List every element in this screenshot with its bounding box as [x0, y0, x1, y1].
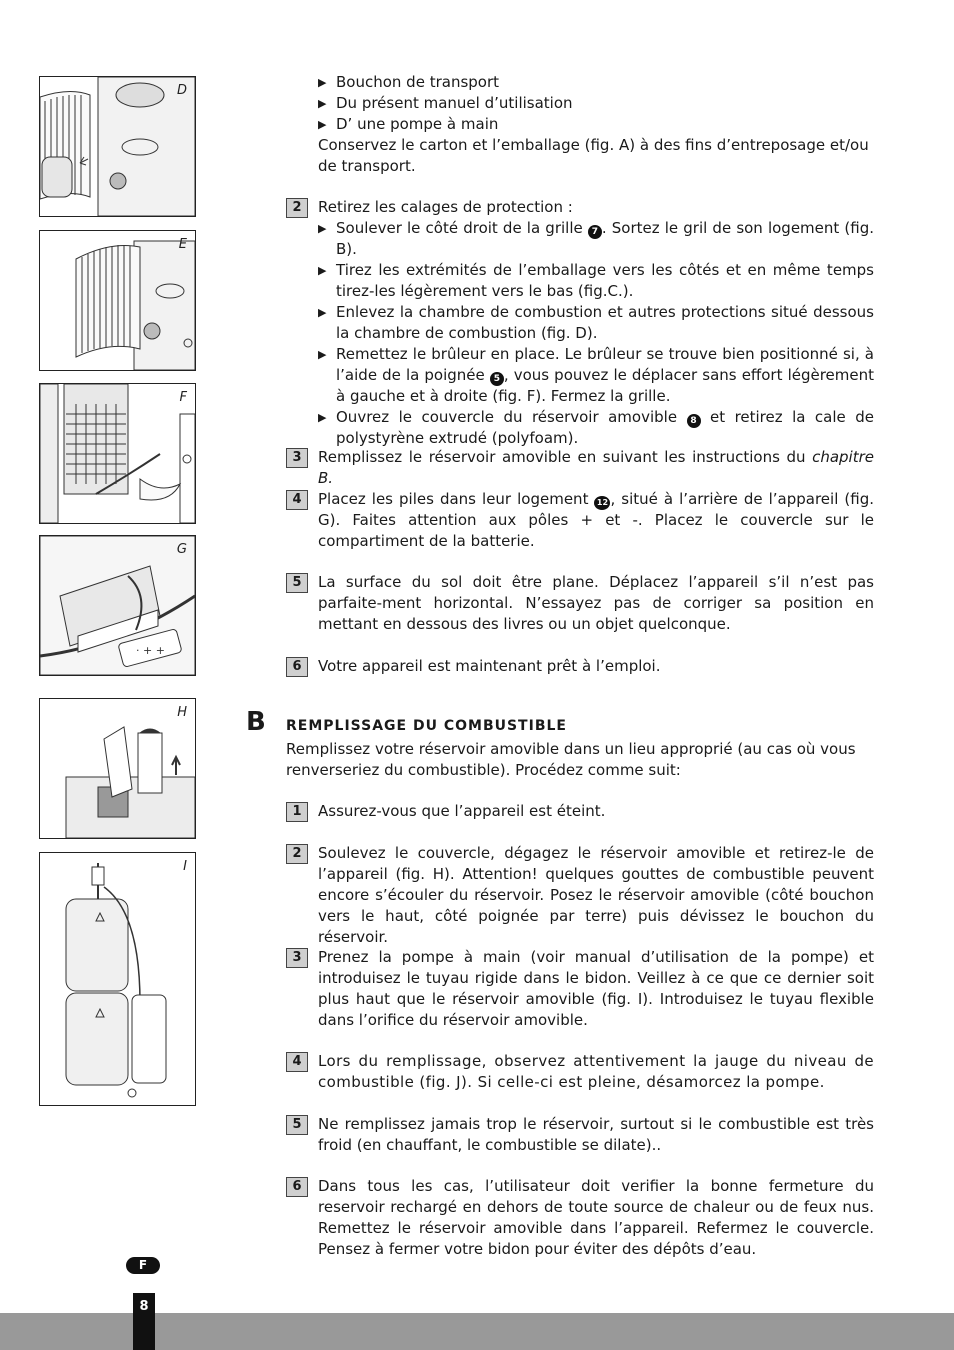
tank-removal-illustration [40, 699, 195, 838]
burner-handle-illustration [40, 384, 195, 523]
figure-label: E [178, 237, 187, 252]
step-number: 1 [286, 802, 308, 822]
section-title: REMPLISSAGE DU COMBUSTIBLE [286, 718, 567, 734]
list-item: ▶ Ouvrez le couvercle du réservoir amovible 8 et retirez la cale de polystyrène extrudé (polyfoam). [318, 407, 874, 449]
step-text: , situé à l’arrière de l’appareil (fig. G). Faites attention aux pôles + et -. Placez le couvercle sur le compartiment de la batterie. [318, 490, 874, 550]
step-text: Soulevez le couvercle, dégagez le réservoir amovible et retirez-le de l’appareil (fig. H). Attention! quelques gouttes de combustible peuvent encore s’écouler du réservoir. Posez le réservoir amovible (côté bouchon vers le haut, côté poignée par terre) puis dévissez le bouchon du réservoir. [318, 844, 874, 946]
step-number: 2 [286, 844, 308, 864]
step-b-3 [286, 947, 874, 1031]
callout-marker: 8 [687, 414, 701, 428]
step-text: Lors du remplissage, observez attentivement la jauge du niveau de combustible (fig. J). Si celle-ci est pleine, désamorcez la pompe. [318, 1052, 874, 1091]
figure-label: H [177, 705, 187, 720]
section-letter: B [246, 707, 266, 737]
svg-text:· + +: · + + [136, 644, 165, 657]
step-text: Assurez-vous que l’appareil est éteint. [318, 802, 606, 820]
figure-d [39, 76, 196, 217]
step-b-5 [286, 1114, 874, 1156]
step-a-3 [286, 447, 874, 489]
step-text: La surface du sol doit être plane. Déplacez l’appareil s’il n’est pas parfaite-ment horizontal. N’essayez pas de corriger sa position en mettant en dessous des livres ou un objet quelconque. [318, 573, 874, 633]
step-number: 5 [286, 1115, 308, 1135]
figure-label: I [183, 859, 187, 874]
step-number: 4 [286, 1052, 308, 1072]
callout-marker: 5 [490, 372, 504, 386]
battery-compartment-illustration [40, 536, 195, 675]
heater-grille-removal-illustration [40, 77, 195, 216]
step-a-2 [286, 197, 874, 449]
callout-marker: 12 [594, 496, 610, 510]
heater-grille-illustration [40, 231, 195, 370]
page-number: 8 [133, 1293, 155, 1350]
section-intro: Remplissez votre réservoir amovible dans un lieu approprié (au cas où vous renverseriez du combustible). Procédez comme suit: [286, 740, 856, 779]
step-b-4 [286, 1051, 874, 1093]
step-number: 3 [286, 948, 308, 968]
figure-label: D [176, 83, 187, 98]
pump-refill-illustration [40, 853, 195, 1105]
chapter-reference: chapitre B. [318, 448, 874, 487]
step-a-6 [286, 656, 874, 677]
step-text: Dans tous les cas, l’utilisateur doit verifier la bonne fermeture du reservoir rechargé en dehors de toute source de chaleur ou de feux nus. Remettez le réservoir amovible dans l’appareil. Refermez le couvercle. Pensez à fermer votre bidon pour éviter des dépôts d’eau. [318, 1177, 874, 1258]
intro-bullet-list [318, 72, 874, 135]
list-item: ▶ Du présent manuel d’utilisation [318, 93, 874, 114]
step-number: 5 [286, 573, 308, 593]
list-item: ▶ D’ une pompe à main [318, 114, 874, 135]
figure-label: G [176, 542, 187, 557]
step-a-5 [286, 572, 874, 635]
step-text: Placez les piles dans leur logement [318, 490, 595, 508]
list-item: ▶ Soulever le côté droit de la grille 7 . Sortez le gril de son logement (fig. B). [318, 218, 874, 260]
step-text: Prenez la pompe à main (voir manual d’utilisation de la pompe) et introduisez le tuyau rigide dans le bidon. Veillez à ce que ce dernier soit plus haut que le réservoir amovible (fig. I). Introduisez le tuyau flexible dans l’orifice du réservoir amovible. [318, 948, 874, 1029]
list-item: ▶ Enlevez la chambre de combustion et autres protections situé dessous la chambre de combustion (fig. D). [318, 302, 874, 344]
figure-label: F [179, 390, 187, 405]
step-text: Votre appareil est maintenant prêt à l’emploi. [318, 657, 661, 675]
step-number: 6 [286, 657, 308, 677]
step-number: 6 [286, 1177, 308, 1197]
callout-marker: 7 [588, 225, 602, 239]
figure-i [39, 852, 196, 1106]
step-title: Retirez les calages de protection : [318, 198, 573, 216]
step-number: 2 [286, 198, 308, 218]
language-badge: F [126, 1257, 160, 1274]
intro-note: Conservez le carton et l’emballage (fig. A) à des fins d’entreposage et/ou de transport. [318, 136, 869, 175]
list-item: ▶ Tirez les extrémités de l’emballage vers les côtés et en même temps tirez-les légèrement vers le bas (fig.C.). [318, 260, 874, 302]
list-item: ▶ Remettez le brûleur en place. Le brûleur se trouve bien positionné si, à l’aide de la poignée 5 , vous pouvez le déplacer sans effort légèrement à gauche et à droite (fig. F). Fermez la grille. [318, 344, 874, 407]
step-a-4 [286, 489, 874, 552]
figure-h [39, 698, 196, 839]
step-b-1 [286, 801, 874, 822]
figure-f [39, 383, 196, 524]
step-number: 4 [286, 490, 308, 510]
step-number: 3 [286, 448, 308, 468]
step-b-6 [286, 1176, 874, 1260]
figure-g [39, 535, 196, 676]
figure-e [39, 230, 196, 371]
step-b-2 [286, 843, 874, 948]
list-item: ▶ Bouchon de transport [318, 72, 874, 93]
step-text: Ne remplissez jamais trop le réservoir, surtout si le combustible est très froid (en chauffant, le combustible se dilate).. [318, 1115, 874, 1154]
step-text: Remplissez le réservoir amovible en suivant les instructions du [318, 448, 813, 466]
